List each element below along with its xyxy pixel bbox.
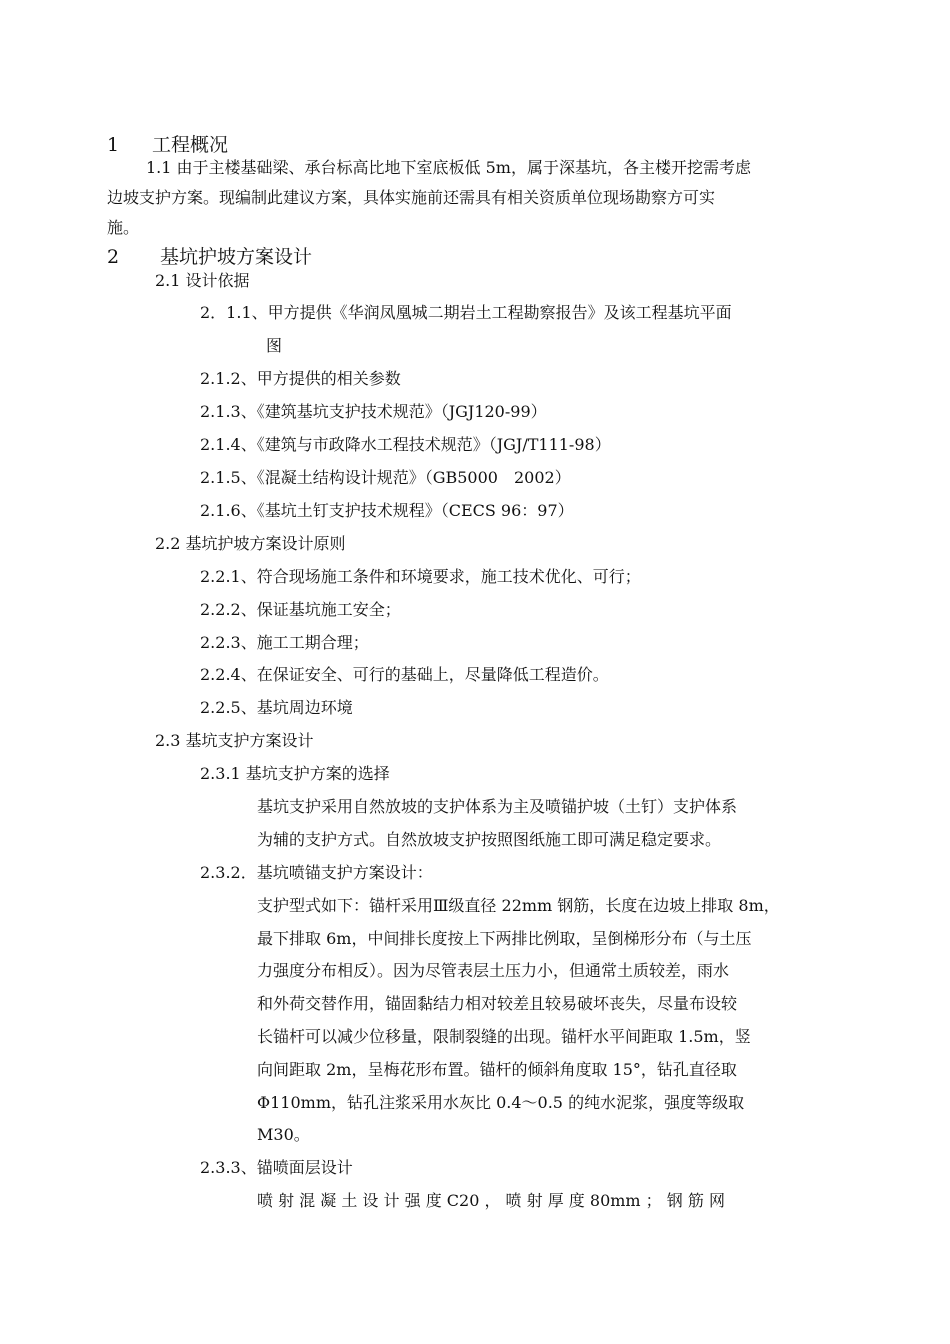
section-number: 1 (107, 134, 120, 156)
subsection-heading: 2.3 基坑支护方案设计 (155, 731, 314, 750)
section-1-heading (107, 133, 228, 157)
sub-subsection-heading: 2.3.1 基坑支护方案的选择 (200, 764, 390, 783)
list-item: 2.2.2、保证基坑施工安全； (200, 600, 401, 619)
paragraph-line: 力强度分布相反）。因为尽管表层土压力小，但通常土质较差，雨水 (257, 961, 730, 980)
paragraph-line: 基坑支护采用自然放坡的支护体系为主及喷锚护坡（土钉）支护体系 (257, 797, 738, 816)
section-title: 工程概况 (152, 134, 229, 156)
paragraph-line: 边坡支护方案。现编制此建议方案，具体实施前还需具有相关资质单位现场勘察方可实 (107, 188, 716, 207)
section-2-heading (107, 245, 312, 269)
paragraph-line: 和外荷交替作用，锚固黏结力相对较差且较易破坏丧失，尽量布设较 (257, 994, 738, 1013)
list-item-continuation: 图 (266, 336, 283, 355)
sub-subsection-heading: 2.3.2．基坑喷锚支护方案设计： (200, 863, 433, 882)
paragraph-line: 1.1 由于主楼基础梁、承台标高比地下室底板低 5m，属于深基坑，各主楼开挖需考虑 (146, 158, 751, 177)
paragraph-line: 喷 射 混 凝 土 设 计 强 度 C20 ， 喷 射 厚 度 80mm ； 钢 筋 网 (257, 1191, 725, 1210)
section-title: 基坑护坡方案设计 (160, 246, 313, 268)
subsection-heading: 2.1 设计依据 (155, 271, 250, 290)
section-number: 2 (107, 246, 120, 268)
list-item: 2.1.5、《混凝土结构设计规范》（GB5000 2002） (200, 468, 571, 487)
subsection-heading: 2.2 基坑护坡方案设计原则 (155, 534, 346, 553)
list-item: 2.2.1、符合现场施工条件和环境要求，施工技术优化、可行； (200, 567, 641, 586)
list-item: 2.1.6、《基坑土钉支护技术规程》（CECS 96：97） (200, 501, 574, 520)
paragraph-line: 最下排取 6m，中间排长度按上下两排比例取，呈倒梯形分布（与土压 (257, 929, 752, 948)
paragraph-line: M30。 (257, 1125, 310, 1144)
paragraph-line: 为辅的支护方式。自然放坡支护按照图纸施工即可满足稳定要求。 (257, 830, 722, 849)
paragraph-line: Φ110mm，钻孔注浆采用水灰比 0.4～0.5 的纯水泥浆，强度等级取 (257, 1093, 745, 1112)
list-item: 2.2.4、在保证安全、可行的基础上，尽量降低工程造价。 (200, 665, 609, 684)
paragraph-line: 施。 (107, 218, 140, 237)
paragraph-line: 支护型式如下：锚杆采用Ⅲ级直径 22mm 钢筋，长度在边坡上排取 8m， (257, 896, 780, 915)
list-item: 2.1.4、《建筑与市政降水工程技术规范》（JGJ/T111-98） (200, 435, 611, 454)
list-item: 2.1.2、甲方提供的相关参数 (200, 369, 401, 388)
paragraph-line: 向间距取 2m，呈梅花形布置。锚杆的倾斜角度取 15°，钻孔直径取 (257, 1060, 737, 1079)
list-item: 2．1.1、甲方提供《华润凤凰城二期岩土工程勘察报告》及该工程基坑平面 (200, 303, 732, 322)
sub-subsection-heading: 2.3.3、锚喷面层设计 (200, 1158, 353, 1177)
paragraph-line: 长锚杆可以减少位移量，限制裂缝的出现。锚杆水平间距取 1.5m，竖 (257, 1027, 751, 1046)
list-item: 2.2.5、基坑周边环境 (200, 698, 353, 717)
list-item: 2.1.3、《建筑基坑支护技术规范》（JGJ120-99） (200, 402, 547, 421)
list-item: 2.2.3、施工工期合理； (200, 633, 369, 652)
